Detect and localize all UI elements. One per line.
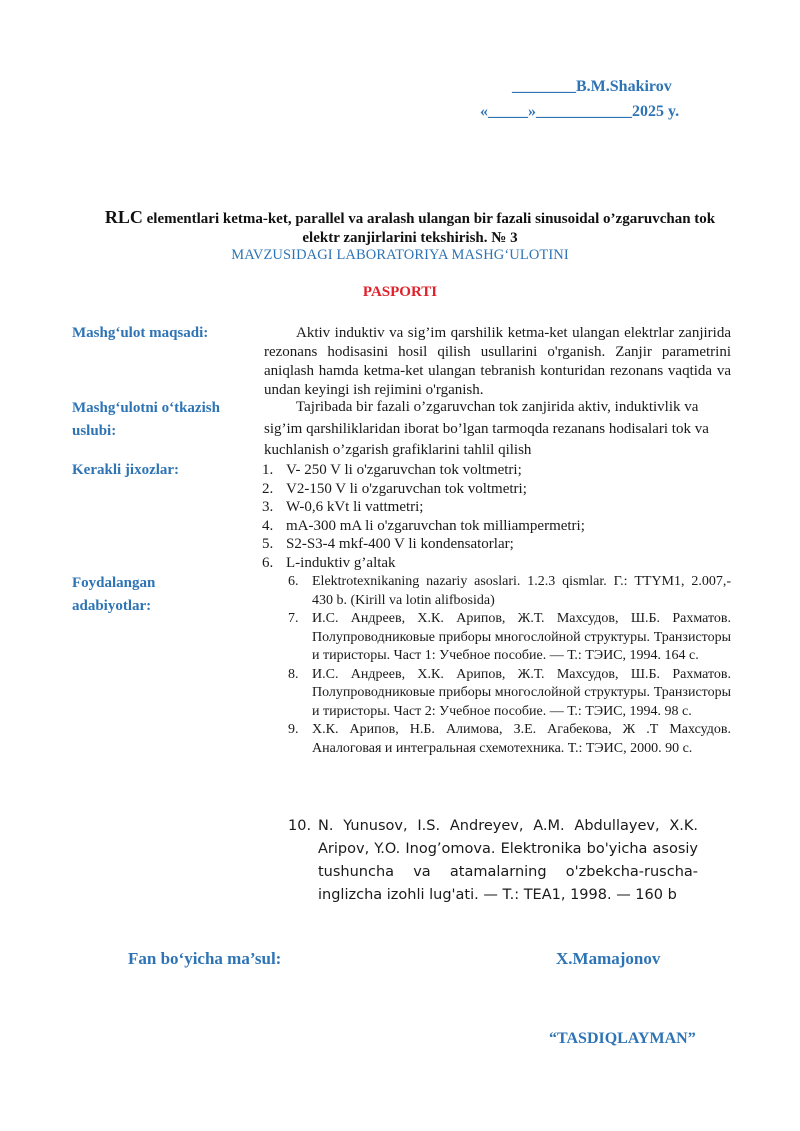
item-number: 4. (262, 517, 274, 534)
title-prefix: RLC (104, 207, 143, 227)
maqsad-text-content: Aktiv induktiv va sig’im qarshilik ketma-ket ulangan elektrlar zanjirida rezonans hodisasini hosil qilish usullarini o'rganish. Zanjir parametrini aniqlash hamda ketma-ket ulangan tebranish konturidan rezonans vaqtida va undan keyingi ish rejimini o'rganish. (264, 325, 731, 398)
list-item (262, 461, 585, 480)
item-number: 6. (262, 554, 274, 571)
item-text: W-0,6 kVt li vattmetri; (286, 499, 424, 515)
list-item (262, 535, 585, 554)
ref-text: И.С. Андреев, Х.К. Арипов, Ж.Т. Махсудов, Ш.Б. Рахматов. Полупроводниковые приборы многослойной структуры. Транзисторы и тиристоры. Част 2: Учебное пособие. — Т.: ТЭИС, 1994. 98 с. (312, 666, 731, 719)
approval-heading: “TASDIQLAYMAN” (549, 1030, 696, 1047)
ref-text: Х.К. Арипов, Н.Б. Алимова, З.Е. Агабекова, Ж .Т Махсудов. Аналоговая и интегральная схемотехника. Т.: ТЭИС, 2000. 90 с. (312, 722, 731, 756)
jixoz-label: Kerakli jixozlar: (72, 462, 180, 478)
item-text: V- 250 V li o'zgaruvchan tok voltmetri; (286, 462, 522, 478)
reference-item (288, 573, 731, 610)
reference-item-10 (288, 815, 698, 907)
item-number: 5. (262, 536, 274, 552)
responsible-name: X.Mamajonov (556, 949, 661, 968)
maqsad-text (264, 324, 731, 400)
ref-text: И.С. Андреев, Х.К. Арипов, Ж.Т. Махсудов, Ш.Б. Рахматов. Полупроводниковые приборы многослойной структуры. Транзисторы и тиристоры. Част 1: Учебное пособие. — Т.: ТЭИС, 1994. 164 с. (312, 611, 731, 663)
uslub-label (72, 397, 220, 443)
date-line: «_____»____________2025 y. (480, 103, 680, 120)
title-line1: elementlari ketma-ket, parallel va aralash ulangan bir fazali sinusoidal o’zgaruvchan tok (142, 211, 716, 227)
list-item (262, 517, 585, 536)
uslub-text-content: Tajribada bir fazali o’zgaruvchan tok zanjirida aktiv, induktivlik va sig’im qarshiliklaridan iborat bo’lgan tarmoqda rezanans hodisalari tok va kuchlanish o’zgarish grafiklarini tahlil qilish (264, 399, 709, 458)
reference-item (288, 815, 698, 907)
adabiyot-label-line1: Foydalangan (72, 575, 156, 591)
responsible-label: Fan bo‘yicha ma’sul: (128, 949, 282, 968)
pasport-heading: PASPORTI (362, 284, 438, 300)
uslub-text (264, 397, 734, 462)
ref-number: 6. (288, 574, 299, 589)
adabiyot-label-line2: adabiyotlar: (72, 598, 152, 614)
item-text: L-induktiv g’altak (286, 554, 396, 571)
item-number: 3. (262, 499, 274, 515)
ref-number: 8. (288, 666, 299, 682)
reference-item (288, 721, 731, 758)
reference-item (288, 666, 731, 722)
signature-line: ________B.M.Shakirov (512, 78, 672, 95)
item-text: mA-300 mA li o'zgaruvchan tok milliampermetri; (286, 517, 585, 534)
uslub-label-line1: Mashg‘ulotni o‘tkazish (72, 400, 220, 416)
ref-text: Elektrotexnikaning nazariy asoslari. 1.2.3 qismlar. Г.: TTYM1, 2.007,- 430 b. (Kirill va lotin alifbosida) (312, 574, 731, 608)
list-item (262, 480, 585, 499)
adabiyot-label (72, 572, 155, 618)
equipment-list (262, 461, 585, 572)
item-number: 2. (262, 480, 274, 497)
reference-item (288, 610, 731, 666)
maqsad-label: Mashg‘ulot maqsadi: (72, 325, 209, 341)
list-item (262, 498, 585, 517)
item-text: S2-S3-4 mkf-400 V li kondensatorlar; (286, 536, 514, 552)
list-item (262, 554, 585, 573)
subtitle: MAVZUSIDAGI LABORATORIYA MASHG‘ULOTINI (231, 247, 569, 263)
ref-number: 10. (288, 818, 312, 834)
ref-number: 9. (288, 722, 299, 737)
ref-text: N. Yunusov, I.S. Andreyev, A.M. Abdullayev, X.K. Aripov, Y.O. Inog’omova. Elektronika bo'yicha asosiy tushuncha va atamalarning o'zbekcha-ruscha-inglizcha izohli lug'ati. — T.: TEA1, 1998. — 160 b (318, 818, 698, 903)
item-number: 1. (262, 462, 274, 478)
reference-list (288, 573, 731, 758)
item-text: V2-150 V li o'zgaruvchan tok voltmetri; (286, 480, 527, 497)
uslub-label-line2: uslubi: (72, 423, 117, 439)
document-title (60, 208, 760, 248)
ref-number: 7. (288, 611, 299, 626)
title-line2: elektr zanjirlarini tekshirish. № 3 (302, 230, 518, 246)
